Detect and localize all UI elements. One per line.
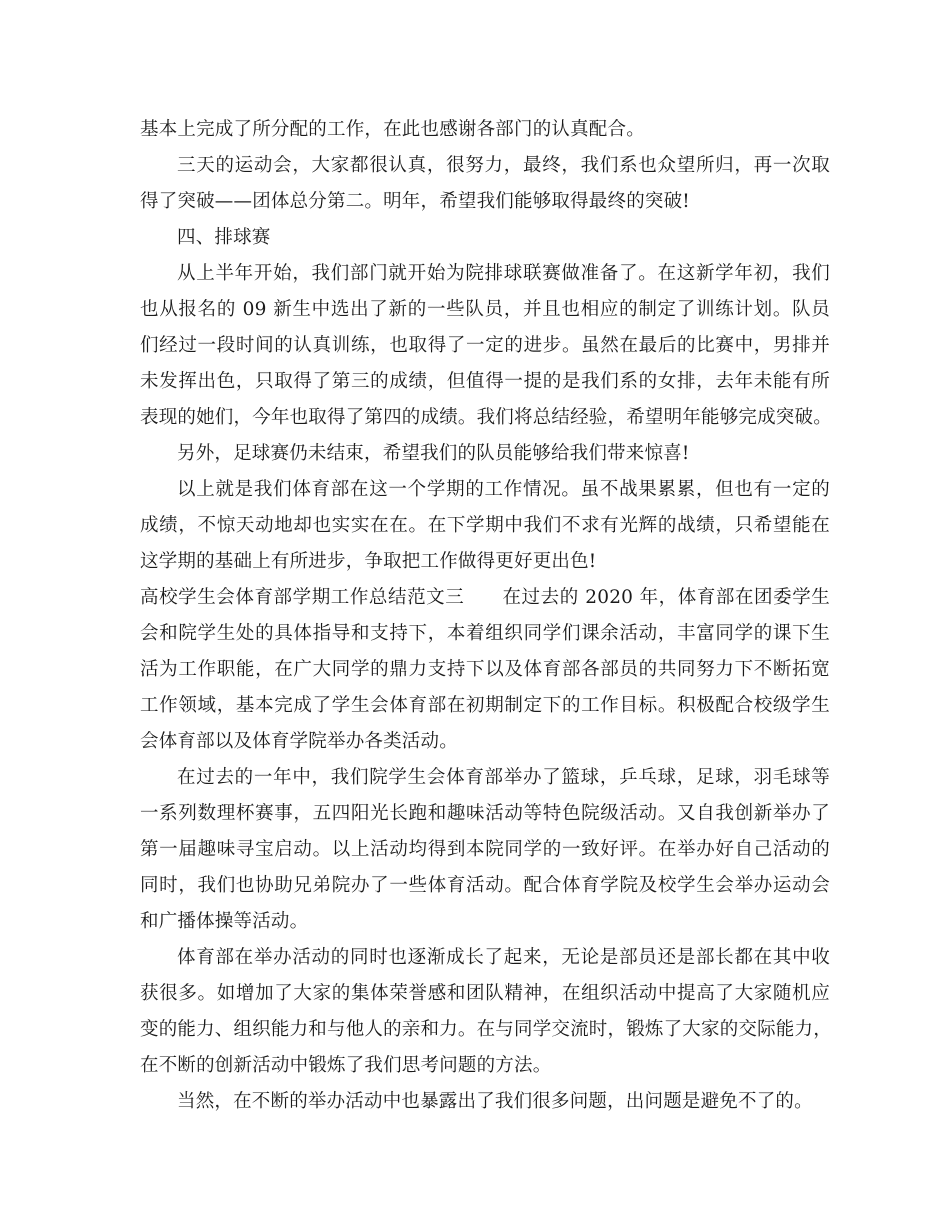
text-line: 表现的她们，今年也取得了第四的成绩。我们将总结经验，希望明年能够完成突破。 — [140, 407, 832, 428]
text-line: 得了突破——团体总分第二。明年，希望我们能够取得最终的突破! — [140, 191, 690, 212]
text-line: 当然，在不断的举办活动中也暴露出了我们很多问题，出问题是避免不了的。 — [177, 1091, 813, 1112]
text-line: 变的能力、组织能力和与他人的亲和力。在与同学交流时，锻炼了大家的交际能力， — [140, 1019, 832, 1040]
text-line: 工作领域，基本完成了学生会体育部在初期制定下的工作目标。积极配合校级学生 — [140, 695, 830, 716]
text-line: 从上半年开始，我们部门就开始为院排球联赛做准备了。在这新学年初，我们 — [177, 263, 830, 284]
text-line: 成绩，不惊天动地却也实实在在。在下学期中我们不求有光辉的战绩，只希望能在 — [140, 515, 830, 536]
text-line: 另外，足球赛仍未结束，希望我们的队员能够给我们带来惊喜! — [177, 443, 690, 464]
text-line: 们经过一段时间的认真训练，也取得了一定的进步。虽然在最后的比赛中，男排并 — [140, 335, 830, 356]
text-line: 和广播体操等活动。 — [140, 911, 309, 932]
text-line: 基本上完成了所分配的工作，在此也感谢各部门的认真配合。 — [140, 119, 645, 140]
text-line: 未发挥出色，只取得了第三的成绩，但值得一提的是我们系的女排，去年未能有所 — [140, 371, 830, 392]
text-line: 一系列数理杯赛事，五四阳光长跑和趣味活动等特色院级活动。又自我创新举办了 — [140, 803, 830, 824]
text-line: 体育部在举办活动的同时也逐渐成长了起来，无论是部员还是部长都在其中收 — [177, 947, 830, 968]
text-line: 也从报名的 09 新生中选出了新的一些队员，并且也相应的制定了训练计划。队员 — [140, 299, 830, 320]
text-line: 高校学生会体育部学期工作总结范文三 在过去的 2020 年，体育部在团委学生 — [140, 587, 830, 608]
text-line: 活为工作职能，在广大同学的鼎力支持下以及体育部各部员的共同努力下不断拓宽 — [140, 659, 830, 680]
text-line: 这学期的基础上有所进步，争取把工作做得更好更出色! — [140, 551, 597, 572]
section-heading: 四、排球赛 — [177, 227, 271, 248]
text-line: 在过去的一年中，我们院学生会体育部举办了篮球，乒乓球，足球，羽毛球等 — [177, 767, 830, 788]
text-line: 以上就是我们体育部在这一个学期的工作情况。虽不战果累累，但也有一定的 — [177, 479, 830, 500]
text-line: 第一届趣味寻宝启动。以上活动均得到本院同学的一致好评。在举办好自己活动的 — [140, 839, 830, 860]
text-line: 三天的运动会，大家都很认真，很努力，最终，我们系也众望所归，再一次取 — [177, 155, 830, 176]
text-line: 在不断的创新活动中锻炼了我们思考问题的方法。 — [140, 1055, 552, 1076]
text-line: 会和院学生处的具体指导和支持下，本着组织同学们课余活动，丰富同学的课下生 — [140, 623, 830, 644]
text-line: 同时，我们也协助兄弟院办了一些体育活动。配合体育学院及校学生会举办运动会 — [140, 875, 830, 896]
text-line: 会体育部以及体育学院举办各类活动。 — [140, 731, 458, 752]
text-line: 获很多。如增加了大家的集体荣誉感和团队精神，在组织活动中提高了大家随机应 — [140, 983, 830, 1004]
